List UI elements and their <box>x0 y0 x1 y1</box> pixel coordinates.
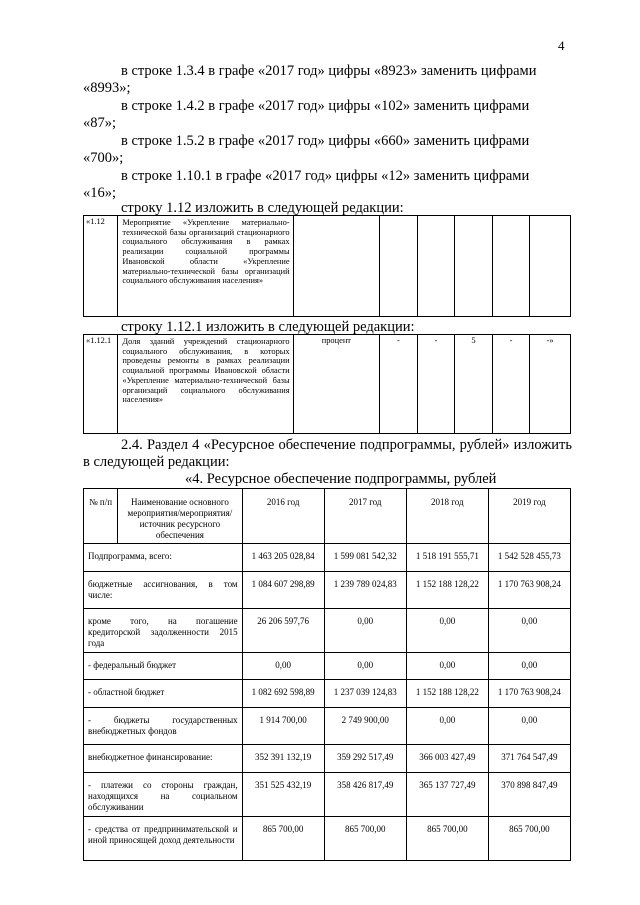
section-text <box>83 437 572 471</box>
value-cell: 1 463 205 028,84 <box>242 544 324 572</box>
value-cell: 1 239 789 024,83 <box>324 572 406 609</box>
value-cell: 0,00 <box>406 609 488 653</box>
value-cell: 352 391 132,19 <box>242 745 324 773</box>
value-cell: - <box>417 335 455 434</box>
table-row <box>84 680 571 708</box>
empty-cell <box>455 216 493 317</box>
value-cell: 0,00 <box>324 609 406 653</box>
row-label: кроме того, на погашение кредиторской задолженности 2015 года <box>84 609 243 653</box>
empty-cell <box>417 216 455 317</box>
value-cell: 865 700,00 <box>242 817 324 861</box>
amendment-1 <box>83 63 572 97</box>
amendment-text-cont: «8993»; <box>83 80 131 96</box>
section-paragraph: 2.4. Раздел 4 «Ресурсное обеспечение подпрограммы, рублей» изложить в следующей редакции: <box>83 437 572 470</box>
empty-cell <box>293 216 380 317</box>
row-label: внебюджетное финансирование: <box>84 745 243 773</box>
row-number: «1.12.1 <box>84 335 118 434</box>
value-cell: 0,00 <box>406 708 488 745</box>
table-row <box>84 773 571 817</box>
value-cell: 0,00 <box>324 653 406 680</box>
value-cell: 865 700,00 <box>324 817 406 861</box>
value-cell: 365 137 727,49 <box>406 773 488 817</box>
row-112-heading: строку 1.12 изложить в следующей редакции: <box>121 200 404 216</box>
resource-table <box>83 488 571 861</box>
value-cell: 0,00 <box>242 653 324 680</box>
column-header: 2019 год <box>488 489 570 544</box>
value-cell: 1 170 763 908,24 <box>488 572 570 609</box>
value-cell: 865 700,00 <box>488 817 570 861</box>
amendment-text-cont: «16»; <box>83 185 117 201</box>
section-title: «4. Ресурсное обеспечение подпрограммы, рублей <box>185 471 497 487</box>
table-row <box>84 817 571 861</box>
column-header: 2016 год <box>242 489 324 544</box>
amendment-text-cont: «700»; <box>83 150 124 166</box>
empty-cell <box>380 216 418 317</box>
value-cell: 26 206 597,76 <box>242 609 324 653</box>
amendment-3 <box>83 133 572 167</box>
value-cell: - <box>380 335 418 434</box>
amendment-text-cont: «87»; <box>83 115 117 131</box>
table-row <box>84 708 571 745</box>
value-cell: 358 426 817,49 <box>324 773 406 817</box>
value-cell: 1 082 692 598,89 <box>242 680 324 708</box>
value-cell: 371 764 547,49 <box>488 745 570 773</box>
value-cell: -» <box>530 335 571 434</box>
unit-cell: процент <box>293 335 380 434</box>
value-cell: 1 152 188 128,22 <box>406 572 488 609</box>
empty-cell <box>530 216 571 317</box>
value-cell: 1 152 188 128,22 <box>406 680 488 708</box>
row-description: Мероприятие «Укрепление материально-технической базы организаций стационарного социального обслуживания в рамках реализации социальной программы Ивановской области «Укрепление материально-технической базы организаций социального обслуживания населения» <box>118 216 293 317</box>
table-row <box>84 572 571 609</box>
page-number: 4 <box>558 38 565 53</box>
row-1121-table <box>83 334 571 434</box>
amendment-text: в строке 1.10.1 в графе «2017 год» цифры «12» заменить цифрами <box>121 168 530 184</box>
value-cell: 2 749 900,00 <box>324 708 406 745</box>
value-cell: 351 525 432,19 <box>242 773 324 817</box>
value-cell: 0,00 <box>488 609 570 653</box>
column-header: 2017 год <box>324 489 406 544</box>
table-row <box>84 653 571 680</box>
value-cell: 1 237 039 124,83 <box>324 680 406 708</box>
table-row <box>84 544 571 572</box>
row-label: - бюджеты государственных внебюджетных фондов <box>84 708 243 745</box>
table-row <box>84 609 571 653</box>
column-header: Наименование основного мероприятия/мероприятия/ источник ресурсного обеспечения <box>118 489 242 544</box>
value-cell: 1 599 081 542,32 <box>324 544 406 572</box>
row-label: - платежи со стороны граждан, находящихся на социальном обслуживании <box>84 773 243 817</box>
row-label: - областной бюджет <box>84 680 243 708</box>
value-cell: 366 003 427,49 <box>406 745 488 773</box>
table-row <box>84 745 571 773</box>
row-label: Подпрограмма, всего: <box>84 544 243 572</box>
row-label: бюджетные ассигнования, в том числе: <box>84 572 243 609</box>
column-header: 2018 год <box>406 489 488 544</box>
value-cell: 359 292 517,49 <box>324 745 406 773</box>
column-header: № п/п <box>84 489 118 544</box>
row-112-table <box>83 215 571 317</box>
amendment-text: в строке 1.3.4 в графе «2017 год» цифры «8923» заменить цифрами <box>121 63 537 79</box>
row-1121-heading: строку 1.12.1 изложить в следующей редакции: <box>121 319 415 335</box>
row-description: Доля зданий учреждений стационарного социального обслуживания, в которых проведены ремонты в рамках реализации социальной программы Ивановской области «Укрепление материально-технической базы организаций социального обслуживания населения» <box>118 335 293 434</box>
value-cell: 0,00 <box>406 653 488 680</box>
row-label: - средства от предпринимательской и иной приносящей доход деятельности <box>84 817 243 861</box>
amendment-text: в строке 1.4.2 в графе «2017 год» цифры «102» заменить цифрами <box>121 98 530 114</box>
empty-cell <box>492 216 530 317</box>
value-cell: 865 700,00 <box>406 817 488 861</box>
value-cell: 1 084 607 298,89 <box>242 572 324 609</box>
value-cell: 370 898 847,49 <box>488 773 570 817</box>
value-cell: 1 518 191 555,71 <box>406 544 488 572</box>
value-cell: 0,00 <box>488 708 570 745</box>
amendment-4 <box>83 168 572 202</box>
row-number: «1.12 <box>84 216 118 317</box>
value-cell: 1 914 700,00 <box>242 708 324 745</box>
amendment-2 <box>83 98 572 132</box>
value-cell: 1 170 763 908,24 <box>488 680 570 708</box>
amendment-text: в строке 1.5.2 в графе «2017 год» цифры «660» заменить цифрами <box>121 133 530 149</box>
table-header-row <box>84 489 571 544</box>
value-cell: 5 <box>455 335 493 434</box>
value-cell: 0,00 <box>488 653 570 680</box>
value-cell: 1 542 528 455,73 <box>488 544 570 572</box>
row-label: - федеральный бюджет <box>84 653 243 680</box>
value-cell: - <box>492 335 530 434</box>
